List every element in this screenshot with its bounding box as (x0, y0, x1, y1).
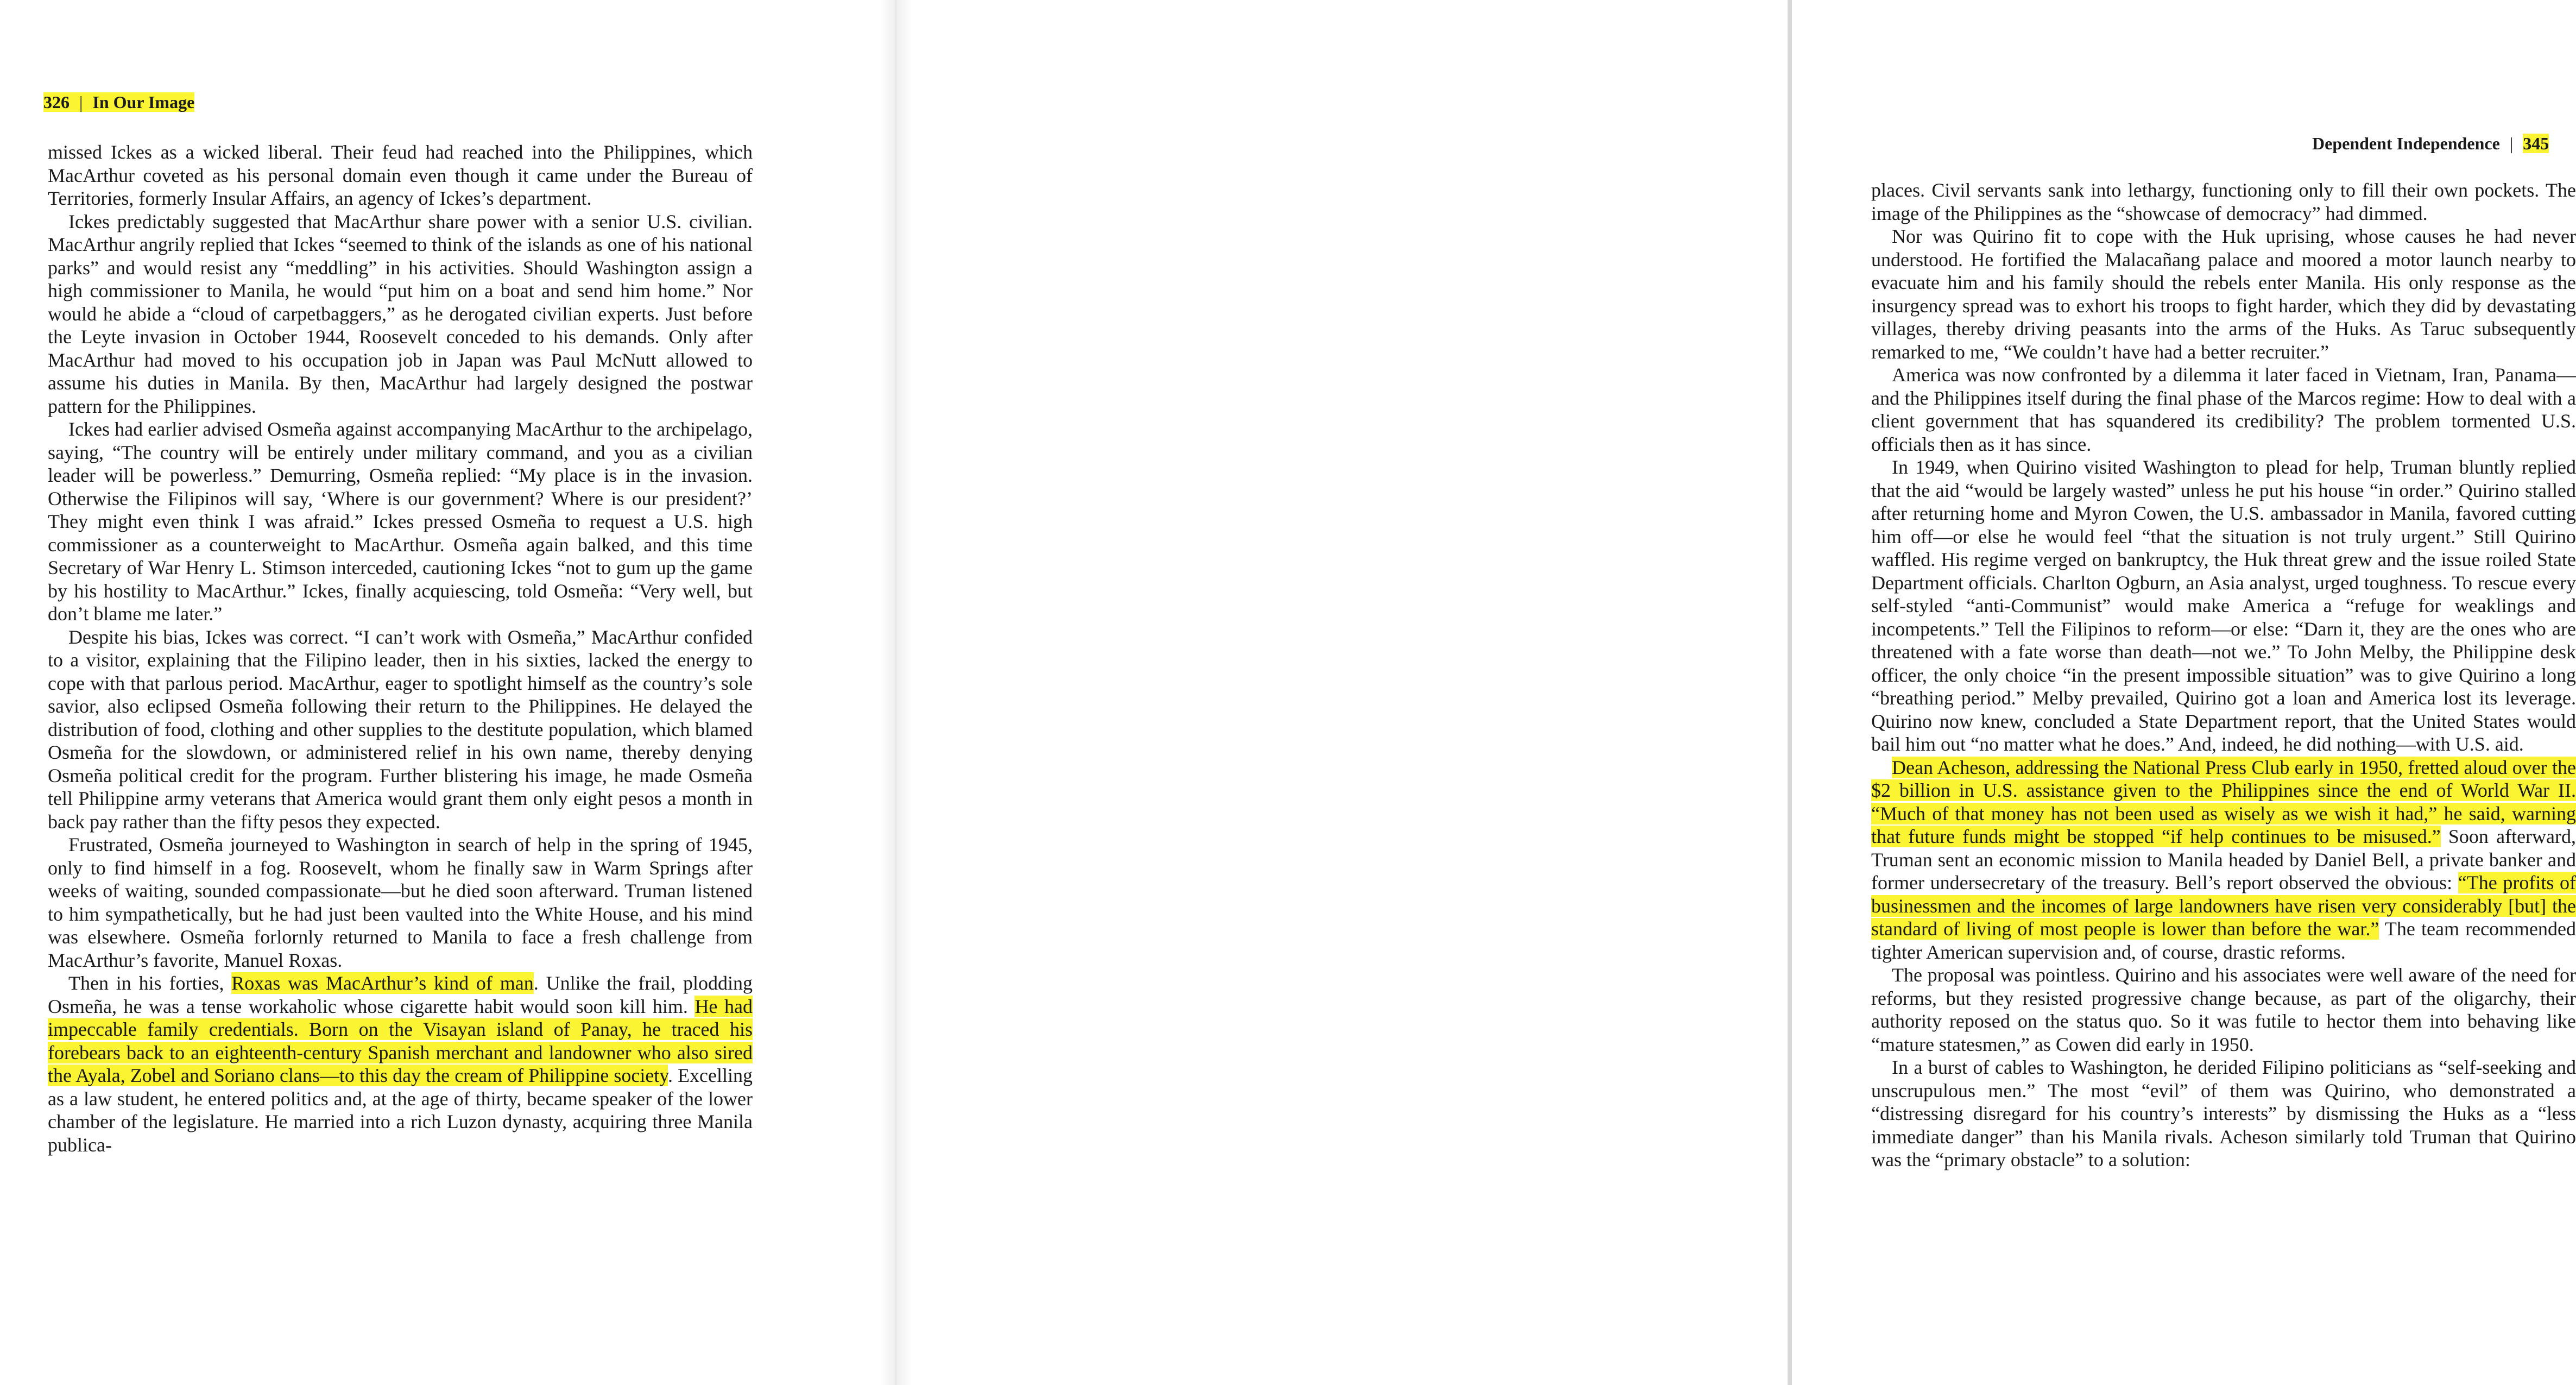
text-segment: The team recommended tighter American supervision and, of course, drastic reforms. (1871, 918, 2576, 963)
header-separator: | (2509, 134, 2514, 153)
paragraph (48, 418, 753, 626)
text-segment: Ickes predictably suggested that MacArthur share power with a senior U.S. civilian. MacArthur angrily replied that Ickes “seemed to think of the islands as one of his national parks” and would resist any “meddling” in his activities. Should Washington assign a high commissioner to Manila, he would “put him on a boat and send him home.” Nor would he abide a “cloud of carpetbaggers,” as he derogated civilian experts. Just before the Leyte invasion in October 1944, Roosevelt conceded to his demands. Only after MacArthur had moved to his occupation job in Japan was Paul McNutt allowed to assume his duties in Manila. By then, MacArthur had largely designed the postwar pattern for the Philippines. (48, 210, 753, 417)
paragraph (1871, 363, 2576, 456)
highlighted-passage: Dean Acheson, addressing the National Press Club early in 1950, fretted aloud over the $2 billion in U.S. assistance given to the Philippines since the end of World War II. “Much of that money has not been used as wisely as we wish it had,” he said, warning that future funds might be stopped “if help continues to be misused.” (1871, 756, 2576, 847)
header-separator: | (79, 92, 83, 112)
highlighted-passage: “The profits of businessmen and the incomes of large landowners have risen very considerably [but] the standard of living of most people is lower than before the war.” (1871, 872, 2576, 940)
text-segment: Nor was Quirino fit to cope with the Huk uprising, whose causes he had never understood. He fortified the Malacañang palace and moored a motor launch nearby to evacuate him and his family should the rebels enter Manila. His only response as the insurgency spread was to exhort his troops to fight harder, which they did by devastating villages, thereby driving peasants into the arms of the Huks. As Taruc subsequently remarked to me, “We couldn’t have had a better recruiter.” (1871, 225, 2576, 363)
highlighted-passage: He had impeccable family credentials. Born on the Visayan island of Panay, he traced his forebears back to an eighteenth-century Spanish merchant and landowner who also sired the Ayala, Zobel and Soriano clans—to this day the cream of Philippine society (48, 995, 753, 1086)
left-page (0, 0, 891, 1385)
right-page-number: 345 (2523, 134, 2549, 153)
paragraph (48, 972, 753, 1156)
text-segment: In 1949, when Quirino visited Washington to plead for help, Truman bluntly replied that the aid “would be largely wasted” unless he put his house “in order.” Quirino stalled after returning home and Myron Cowen, the U.S. ambassador in Manila, favored cutting him off—or else he would feel “that the situation is not truly urgent.” Still Quirino waffled. His regime verged on bankruptcy, the Huk threat grew and the issue roiled State Department officials. Charlton Ogburn, an Asia analyst, urged toughness. To rescue every self-styled “anti-Communist” would make America a “refuge for weaklings and incompetents.” Tell the Filipinos to reform—or else: “Darn it, they are the ones who are threatened with a fate worse than death—not we.” To John Melby, the Philippine desk officer, the only choice “in the present impossible situation” was to give Quirino a long “breathing period.” Melby prevailed, Quirino got a loan and America lost its leverage. Quirino now knew, concluded a State Department report, that the United States would bail him out “no matter what he does.” And, indeed, he did nothing—with U.S. aid. (1871, 456, 2576, 755)
scan-edge (1788, 0, 1792, 1385)
text-segment: In a burst of cables to Washington, he derided Filipino politicians as “self-seeking and unscrupulous men.” The most “evil” of them was Quirino, who demonstrated a “distressing disregard for his country’s interests” by dismissing the Huks as a “less immediate danger” than his Manila rivals. Acheson similarly told Truman that Quirino was the “primary obstacle” to a solution: (1871, 1056, 2576, 1170)
paragraph (48, 626, 753, 834)
text-segment: Despite his bias, Ickes was correct. “I can’t work with Osmeña,” MacArthur confided to a visitor, explaining that the Filipino leader, then in his sixties, lacked the energy to cope with that parlous period. MacArthur, eager to spotlight himself as the country’s sole savior, also eclipsed Osmeña following their return to the Philippines. He delayed the distribution of food, clothing and other supplies to the destitute population, which blamed Osmeña for the slowdown, or administered relief in his own name, thereby denying Osmeña political credit for the program. Further blistering his image, he made Osmeña tell Philippine army veterans that America would grant them only eight pesos a month in back pay rather than the fifty pesos they expected. (48, 626, 753, 833)
highlighted-passage: Roxas was MacArthur’s kind of man (231, 972, 534, 994)
paragraph (1871, 225, 2576, 363)
text-segment: missed Ickes as a wicked liberal. Their feud had reached into the Philippines, which MacArthur coveted as his personal domain even though it came under the Bureau of Territories, formerly Insular Affairs, an agency of Ickes’s department. (48, 141, 753, 209)
paragraph (1871, 456, 2576, 756)
paragraph (48, 141, 753, 210)
paragraph (1871, 179, 2576, 225)
text-segment: places. Civil servants sank into lethargy, functioning only to fill their own pockets. The image of the Philippines as the “showcase of democracy” had dimmed. (1871, 179, 2576, 224)
chapter-title: Dependent Independence (2312, 134, 2500, 153)
paragraph (1871, 756, 2576, 964)
right-body-text (1871, 179, 2576, 1172)
left-running-header (43, 91, 194, 113)
text-segment: The proposal was pointless. Quirino and his associates were well aware of the need for reforms, but they resisted progressive change because, as part of the oligarchy, their authority reposed on the status quo. So it was futile to hector them into behaving like “mature statesmen,” as Cowen did early in 1950. (1871, 964, 2576, 1055)
left-page-number: 326 (43, 92, 70, 112)
paragraph (1871, 1056, 2576, 1172)
text-segment: Soon afterward, Truman sent an economic mission to Manila headed by Daniel Bell, a private banker and former undersecretary of the treasury. Bell’s report observed the obvious: (1871, 826, 2576, 893)
right-page (891, 0, 2576, 1385)
text-segment: Then in his forties, (68, 972, 232, 994)
left-book-title: In Our Image (92, 92, 195, 112)
text-segment: America was now confronted by a dilemma it later faced in Vietnam, Iran, Panama—and the Philippines itself during the final phase of the Marcos regime: How to deal with a client government that has squandered its credibility? The problem tormented U.S. officials then as it has since. (1871, 364, 2576, 455)
left-body-text (48, 141, 753, 1156)
text-segment: Ickes had earlier advised Osmeña against accompanying MacArthur to the archipelago, saying, “The country will be entirely under military command, and you as a civilian leader will be powerless.” Demurring, Osmeña replied: “My place is in the invasion. Otherwise the Filipinos will say, ‘Where is our government? Where is our president?’ They might even think I was afraid.” Ickes pressed Osmeña to request a U.S. high commissioner as a counterweight to MacArthur. Osmeña again balked, and this time Secretary of War Henry L. Stimson interceded, cautioning Ickes “not to gum up the game by his hostility to MacArthur.” Ickes, finally acquiescing, told Osmeña: “Very well, but don’t blame me later.” (48, 418, 753, 625)
paragraph (48, 210, 753, 418)
text-segment: . Unlike the frail, plodding Osmeña, he was a tense workaholic whose cigarette habit would soon kill him. (48, 972, 753, 1017)
paragraph (48, 833, 753, 972)
text-segment: . Excelling as a law student, he entered politics and, at the age of thirty, became speaker of the lower chamber of the legislature. He married into a rich Luzon dynasty, acquiring three Manila publica- (48, 1065, 753, 1156)
text-segment: Frustrated, Osmeña journeyed to Washington in search of help in the spring of 1945, only to find himself in a fog. Roosevelt, whom he finally saw in Warm Springs after weeks of waiting, sounded compassionate—but he died soon afterward. Truman listened to him sympathetically, but he had just been vaulted into the White House, and his mind was elsewhere. Osmeña forlornly returned to Manila to face a fresh challenge from MacArthur’s favorite, Manuel Roxas. (48, 834, 753, 971)
right-running-header (2312, 133, 2549, 154)
paragraph (1871, 964, 2576, 1056)
